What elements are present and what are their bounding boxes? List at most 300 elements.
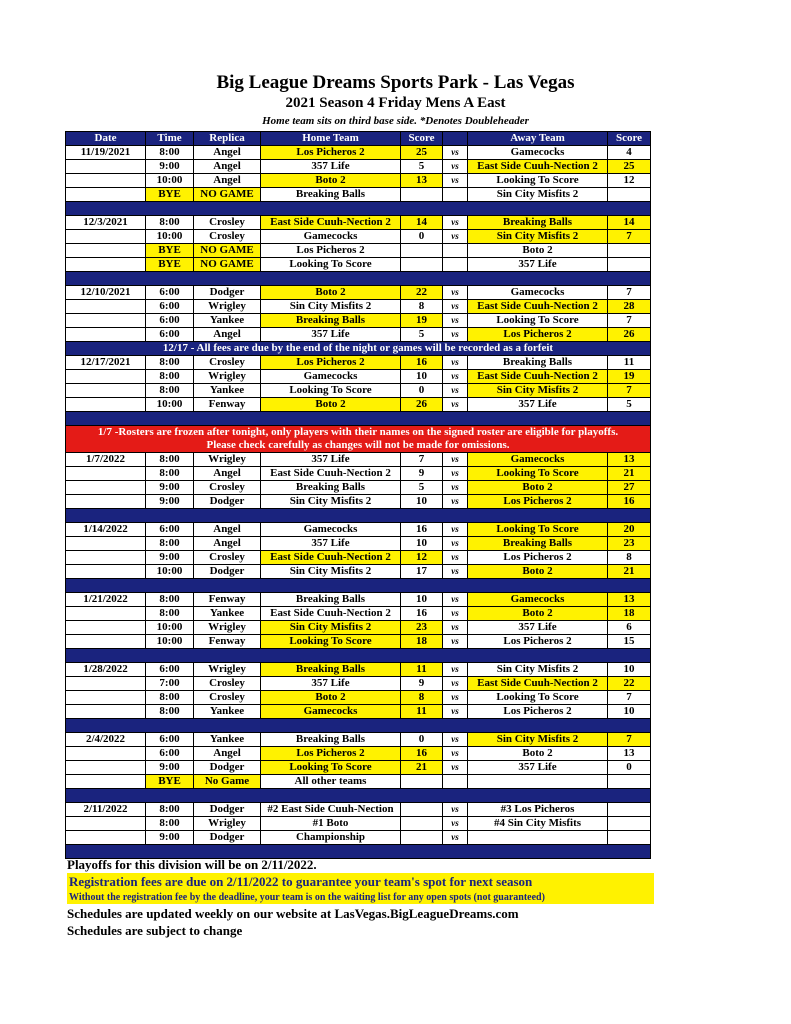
table-row xyxy=(66,691,651,705)
away-team-cell: Boto 2 xyxy=(468,244,608,258)
date-cell xyxy=(66,384,146,398)
away-score-cell: 16 xyxy=(608,495,651,509)
time-cell: 6:00 xyxy=(146,286,194,300)
time-cell: 8:00 xyxy=(146,607,194,621)
vs-cell: vs xyxy=(443,705,468,719)
vs-cell: vs xyxy=(443,747,468,761)
home-score-cell xyxy=(401,244,443,258)
vs-cell: vs xyxy=(443,300,468,314)
home-score-cell xyxy=(401,775,443,789)
page-title: Big League Dreams Sports Park - Las Vegas xyxy=(216,72,575,93)
replica-cell: Angel xyxy=(194,160,261,174)
vs-cell xyxy=(443,258,468,272)
home-team-cell: East Side Cuuh-Nection 2 xyxy=(261,607,401,621)
time-cell: 10:00 xyxy=(146,635,194,649)
date-cell xyxy=(66,775,146,789)
home-score-cell: 9 xyxy=(401,677,443,691)
week-separator xyxy=(66,649,651,663)
col-header-away-score: Score xyxy=(608,132,651,146)
home-score-cell: 9 xyxy=(401,467,443,481)
vs-cell: vs xyxy=(443,160,468,174)
replica-cell: Angel xyxy=(194,747,261,761)
table-row xyxy=(66,174,651,188)
time-cell: 6:00 xyxy=(146,523,194,537)
time-cell: 8:00 xyxy=(146,356,194,370)
away-team-cell: 357 Life xyxy=(468,761,608,775)
date-cell: 2/11/2022 xyxy=(66,803,146,817)
away-team-cell: Boto 2 xyxy=(468,565,608,579)
home-team-cell: Boto 2 xyxy=(261,398,401,412)
separator-cell xyxy=(66,202,651,216)
date-cell: 1/21/2022 xyxy=(66,593,146,607)
home-team-cell: 357 Life xyxy=(261,677,401,691)
home-team-cell: Gamecocks xyxy=(261,523,401,537)
time-cell: 6:00 xyxy=(146,300,194,314)
table-row xyxy=(66,216,651,230)
away-team-cell: Boto 2 xyxy=(468,747,608,761)
replica-cell: Angel xyxy=(194,467,261,481)
date-cell xyxy=(66,244,146,258)
replica-cell: Fenway xyxy=(194,398,261,412)
col-header-time: Time xyxy=(146,132,194,146)
vs-cell: vs xyxy=(443,356,468,370)
table-row xyxy=(66,803,651,817)
replica-cell: Yankee xyxy=(194,607,261,621)
away-team-cell xyxy=(468,775,608,789)
home-team-cell: Breaking Balls xyxy=(261,593,401,607)
away-team-cell: East Side Cuuh-Nection 2 xyxy=(468,370,608,384)
table-row xyxy=(66,747,651,761)
replica-cell: Crosley xyxy=(194,216,261,230)
replica-cell: Angel xyxy=(194,328,261,342)
vs-cell: vs xyxy=(443,565,468,579)
vs-cell: vs xyxy=(443,467,468,481)
vs-cell: vs xyxy=(443,607,468,621)
replica-cell: Wrigley xyxy=(194,817,261,831)
replica-cell: NO GAME xyxy=(194,188,261,202)
date-cell xyxy=(66,747,146,761)
vs-cell: vs xyxy=(443,328,468,342)
fee-notice-row xyxy=(66,342,651,356)
vs-cell: vs xyxy=(443,677,468,691)
date-cell xyxy=(66,705,146,719)
home-score-cell: 5 xyxy=(401,160,443,174)
home-team-cell: Los Picheros 2 xyxy=(261,356,401,370)
home-score-cell: 16 xyxy=(401,607,443,621)
table-row xyxy=(66,258,651,272)
home-team-cell: Breaking Balls xyxy=(261,188,401,202)
table-row xyxy=(66,160,651,174)
replica-cell: Wrigley xyxy=(194,370,261,384)
home-team-cell: Gamecocks xyxy=(261,705,401,719)
home-team-cell: #1 Boto xyxy=(261,817,401,831)
week-separator xyxy=(66,412,651,426)
replica-cell: Wrigley xyxy=(194,663,261,677)
date-cell: 1/7/2022 xyxy=(66,453,146,467)
col-header-home-score: Score xyxy=(401,132,443,146)
vs-cell: vs xyxy=(443,216,468,230)
time-cell: 8:00 xyxy=(146,467,194,481)
vs-cell: vs xyxy=(443,551,468,565)
time-cell: 10:00 xyxy=(146,621,194,635)
home-score-cell: 21 xyxy=(401,761,443,775)
home-score-cell: 11 xyxy=(401,705,443,719)
roster-alert-row xyxy=(66,426,651,453)
vs-cell: vs xyxy=(443,384,468,398)
replica-cell: Yankee xyxy=(194,384,261,398)
replica-cell: Wrigley xyxy=(194,300,261,314)
table-row xyxy=(66,761,651,775)
away-score-cell: 28 xyxy=(608,300,651,314)
home-score-cell: 0 xyxy=(401,230,443,244)
away-score-cell xyxy=(608,775,651,789)
home-team-cell: Championship xyxy=(261,831,401,845)
time-cell: 8:00 xyxy=(146,216,194,230)
vs-cell: vs xyxy=(443,314,468,328)
away-score-cell: 7 xyxy=(608,733,651,747)
time-cell: 9:00 xyxy=(146,495,194,509)
time-cell: 8:00 xyxy=(146,384,194,398)
away-score-cell: 14 xyxy=(608,216,651,230)
away-team-cell: Gamecocks xyxy=(468,593,608,607)
home-team-cell: 357 Life xyxy=(261,328,401,342)
away-team-cell: Sin City Misfits 2 xyxy=(468,733,608,747)
home-score-cell: 0 xyxy=(401,384,443,398)
time-cell: 7:00 xyxy=(146,677,194,691)
away-team-cell: Sin City Misfits 2 xyxy=(468,230,608,244)
time-cell: 8:00 xyxy=(146,537,194,551)
separator-cell xyxy=(66,579,651,593)
away-score-cell: 5 xyxy=(608,398,651,412)
vs-cell: vs xyxy=(443,146,468,160)
vs-cell: vs xyxy=(443,761,468,775)
date-cell xyxy=(66,314,146,328)
replica-cell: Dodger xyxy=(194,761,261,775)
vs-cell: vs xyxy=(443,621,468,635)
time-cell: 9:00 xyxy=(146,160,194,174)
away-score-cell: 10 xyxy=(608,663,651,677)
away-team-cell: Boto 2 xyxy=(468,481,608,495)
replica-cell: Dodger xyxy=(194,565,261,579)
home-score-cell: 0 xyxy=(401,733,443,747)
replica-cell: Crosley xyxy=(194,677,261,691)
replica-cell: Wrigley xyxy=(194,621,261,635)
home-team-cell: Los Picheros 2 xyxy=(261,747,401,761)
away-score-cell: 4 xyxy=(608,146,651,160)
away-score-cell: 25 xyxy=(608,160,651,174)
replica-cell: Angel xyxy=(194,146,261,160)
vs-cell: vs xyxy=(443,523,468,537)
away-team-cell: East Side Cuuh-Nection 2 xyxy=(468,160,608,174)
change-note: Schedules are subject to change xyxy=(67,923,243,938)
away-score-cell: 20 xyxy=(608,523,651,537)
replica-cell: NO GAME xyxy=(194,258,261,272)
vs-cell: vs xyxy=(443,817,468,831)
vs-cell xyxy=(443,775,468,789)
away-team-cell: 357 Life xyxy=(468,258,608,272)
away-team-cell: #4 Sin City Misfits xyxy=(468,817,608,831)
away-score-cell: 11 xyxy=(608,356,651,370)
playoffs-note: Playoffs for this division will be on 2/11/2022. xyxy=(67,857,317,872)
away-team-cell xyxy=(468,831,608,845)
away-score-cell: 21 xyxy=(608,565,651,579)
away-score-cell: 6 xyxy=(608,621,651,635)
replica-cell: Angel xyxy=(194,523,261,537)
table-row xyxy=(66,286,651,300)
home-team-cell: 357 Life xyxy=(261,537,401,551)
home-score-cell: 5 xyxy=(401,328,443,342)
time-cell: BYE xyxy=(146,775,194,789)
time-cell: 8:00 xyxy=(146,453,194,467)
home-score-cell: 16 xyxy=(401,747,443,761)
date-cell xyxy=(66,761,146,775)
home-team-cell: Boto 2 xyxy=(261,286,401,300)
away-score-cell: 12 xyxy=(608,174,651,188)
home-score-cell: 12 xyxy=(401,551,443,565)
away-score-cell: 0 xyxy=(608,761,651,775)
date-cell xyxy=(66,258,146,272)
away-team-cell: Gamecocks xyxy=(468,453,608,467)
table-row xyxy=(66,314,651,328)
date-cell xyxy=(66,817,146,831)
away-team-cell: Los Picheros 2 xyxy=(468,551,608,565)
col-header-home-team: Home Team xyxy=(261,132,401,146)
replica-cell: Fenway xyxy=(194,635,261,649)
time-cell: 10:00 xyxy=(146,565,194,579)
fee-notice: 12/17 - All fees are due by the end of the night or games will be recorded as a forfeit xyxy=(66,342,651,356)
home-score-cell: 7 xyxy=(401,453,443,467)
schedule-body xyxy=(66,146,651,859)
table-row xyxy=(66,677,651,691)
replica-cell: Dodger xyxy=(194,803,261,817)
time-cell: 6:00 xyxy=(146,733,194,747)
date-cell xyxy=(66,467,146,481)
time-cell: 6:00 xyxy=(146,747,194,761)
home-team-cell: Looking To Score xyxy=(261,384,401,398)
date-cell: 12/10/2021 xyxy=(66,286,146,300)
week-separator xyxy=(66,789,651,803)
home-team-cell: 357 Life xyxy=(261,453,401,467)
vs-cell: vs xyxy=(443,691,468,705)
home-score-cell: 14 xyxy=(401,216,443,230)
home-team-cell: East Side Cuuh-Nection 2 xyxy=(261,551,401,565)
home-team-cell: Boto 2 xyxy=(261,174,401,188)
away-score-cell: 7 xyxy=(608,286,651,300)
time-cell: 8:00 xyxy=(146,803,194,817)
date-cell xyxy=(66,551,146,565)
fees-note: Registration fees are due on 2/11/2022 to guarantee your team's spot for next season xyxy=(67,873,654,891)
home-score-cell: 19 xyxy=(401,314,443,328)
date-cell xyxy=(66,398,146,412)
time-cell: BYE xyxy=(146,188,194,202)
away-score-cell: 13 xyxy=(608,593,651,607)
away-score-cell: 15 xyxy=(608,635,651,649)
replica-cell: Crosley xyxy=(194,551,261,565)
vs-cell: vs xyxy=(443,398,468,412)
away-score-cell: 21 xyxy=(608,467,651,481)
date-cell: 1/14/2022 xyxy=(66,523,146,537)
time-cell: 8:00 xyxy=(146,817,194,831)
replica-cell: Dodger xyxy=(194,286,261,300)
date-cell xyxy=(66,621,146,635)
away-team-cell: Los Picheros 2 xyxy=(468,495,608,509)
away-score-cell: 10 xyxy=(608,705,651,719)
table-row xyxy=(66,481,651,495)
table-row xyxy=(66,733,651,747)
replica-cell: Angel xyxy=(194,174,261,188)
vs-cell: vs xyxy=(443,663,468,677)
time-cell: 10:00 xyxy=(146,174,194,188)
table-row xyxy=(66,831,651,845)
separator-cell xyxy=(66,412,651,426)
vs-cell: vs xyxy=(443,481,468,495)
separator-cell xyxy=(66,649,651,663)
away-score-cell xyxy=(608,188,651,202)
replica-cell: NO GAME xyxy=(194,244,261,258)
away-team-cell: Gamecocks xyxy=(468,286,608,300)
away-team-cell: Sin City Misfits 2 xyxy=(468,663,608,677)
home-team-cell: Boto 2 xyxy=(261,691,401,705)
table-row xyxy=(66,398,651,412)
home-score-cell: 8 xyxy=(401,300,443,314)
replica-cell: No Game xyxy=(194,775,261,789)
away-team-cell: Looking To Score xyxy=(468,467,608,481)
table-row xyxy=(66,537,651,551)
away-team-cell: East Side Cuuh-Nection 2 xyxy=(468,300,608,314)
home-team-cell: East Side Cuuh-Nection 2 xyxy=(261,467,401,481)
home-score-cell: 25 xyxy=(401,146,443,160)
away-team-cell: #3 Los Picheros xyxy=(468,803,608,817)
vs-cell: vs xyxy=(443,635,468,649)
away-team-cell: Sin City Misfits 2 xyxy=(468,384,608,398)
vs-cell: vs xyxy=(443,593,468,607)
away-team-cell: Los Picheros 2 xyxy=(468,705,608,719)
away-team-cell: Looking To Score xyxy=(468,691,608,705)
time-cell: 6:00 xyxy=(146,663,194,677)
replica-cell: Crosley xyxy=(194,230,261,244)
time-cell: 6:00 xyxy=(146,314,194,328)
time-cell: 10:00 xyxy=(146,398,194,412)
home-team-cell: 357 Life xyxy=(261,160,401,174)
table-row xyxy=(66,523,651,537)
date-cell: 1/28/2022 xyxy=(66,663,146,677)
time-cell: 6:00 xyxy=(146,328,194,342)
time-cell: 9:00 xyxy=(146,551,194,565)
vs-cell: vs xyxy=(443,831,468,845)
home-score-cell: 13 xyxy=(401,174,443,188)
date-cell xyxy=(66,635,146,649)
date-cell xyxy=(66,607,146,621)
away-score-cell: 26 xyxy=(608,328,651,342)
vs-cell: vs xyxy=(443,453,468,467)
away-team-cell: Gamecocks xyxy=(468,146,608,160)
col-header-replica: Replica xyxy=(194,132,261,146)
table-row xyxy=(66,663,651,677)
separator-cell xyxy=(66,509,651,523)
separator-cell xyxy=(66,272,651,286)
page-subtitle: 2021 Season 4 Friday Mens A East xyxy=(285,95,506,111)
table-row xyxy=(66,300,651,314)
away-score-cell: 13 xyxy=(608,453,651,467)
home-score-cell xyxy=(401,817,443,831)
away-score-cell: 7 xyxy=(608,691,651,705)
home-score-cell: 26 xyxy=(401,398,443,412)
replica-cell: Fenway xyxy=(194,593,261,607)
date-cell xyxy=(66,691,146,705)
date-cell: 11/19/2021 xyxy=(66,146,146,160)
home-score-cell: 17 xyxy=(401,565,443,579)
replica-cell: Angel xyxy=(194,537,261,551)
away-team-cell: Breaking Balls xyxy=(468,356,608,370)
time-cell: 10:00 xyxy=(146,230,194,244)
table-row xyxy=(66,453,651,467)
table-row xyxy=(66,607,651,621)
away-score-cell: 7 xyxy=(608,314,651,328)
home-score-cell xyxy=(401,831,443,845)
home-score-cell: 8 xyxy=(401,691,443,705)
vs-cell: vs xyxy=(443,803,468,817)
home-team-cell: Los Picheros 2 xyxy=(261,244,401,258)
table-row xyxy=(66,621,651,635)
away-team-cell: 357 Life xyxy=(468,621,608,635)
home-team-cell: Gamecocks xyxy=(261,370,401,384)
vs-cell: vs xyxy=(443,537,468,551)
time-cell: 8:00 xyxy=(146,691,194,705)
home-team-cell: Breaking Balls xyxy=(261,733,401,747)
replica-cell: Crosley xyxy=(194,691,261,705)
home-score-cell: 10 xyxy=(401,593,443,607)
home-score-cell: 22 xyxy=(401,286,443,300)
vs-cell: vs xyxy=(443,370,468,384)
away-team-cell: Looking To Score xyxy=(468,314,608,328)
away-team-cell: 357 Life xyxy=(468,398,608,412)
home-team-cell: #2 East Side Cuuh-Nection xyxy=(261,803,401,817)
date-cell xyxy=(66,328,146,342)
table-row xyxy=(66,593,651,607)
vs-cell: vs xyxy=(443,495,468,509)
home-score-cell: 5 xyxy=(401,481,443,495)
home-team-cell: Gamecocks xyxy=(261,230,401,244)
away-team-cell: Boto 2 xyxy=(468,607,608,621)
date-cell xyxy=(66,481,146,495)
home-score-cell xyxy=(401,803,443,817)
time-cell: BYE xyxy=(146,258,194,272)
home-team-cell: All other teams xyxy=(261,775,401,789)
home-score-cell: 10 xyxy=(401,370,443,384)
table-row xyxy=(66,551,651,565)
roster-alert-line1: 1/7 -Rosters are frozen after tonight, only players with their names on the signed roster are eligible for playoffs. xyxy=(97,426,619,438)
home-team-cell: East Side Cuuh-Nection 2 xyxy=(261,216,401,230)
away-team-cell: Los Picheros 2 xyxy=(468,635,608,649)
date-cell xyxy=(66,565,146,579)
website-note: Schedules are updated weekly on our website at LasVegas.BigLeagueDreams.com xyxy=(67,906,519,921)
away-score-cell xyxy=(608,831,651,845)
away-team-cell: Looking To Score xyxy=(468,523,608,537)
table-row xyxy=(66,635,651,649)
home-team-cell: Breaking Balls xyxy=(261,314,401,328)
away-team-cell: Los Picheros 2 xyxy=(468,328,608,342)
time-cell: 8:00 xyxy=(146,705,194,719)
col-header-date: Date xyxy=(66,132,146,146)
table-row xyxy=(66,328,651,342)
table-row xyxy=(66,146,651,160)
vs-cell: vs xyxy=(443,733,468,747)
home-team-cell: Breaking Balls xyxy=(261,481,401,495)
away-score-cell: 7 xyxy=(608,384,651,398)
replica-cell: Crosley xyxy=(194,481,261,495)
replica-cell: Yankee xyxy=(194,314,261,328)
time-cell: BYE xyxy=(146,244,194,258)
